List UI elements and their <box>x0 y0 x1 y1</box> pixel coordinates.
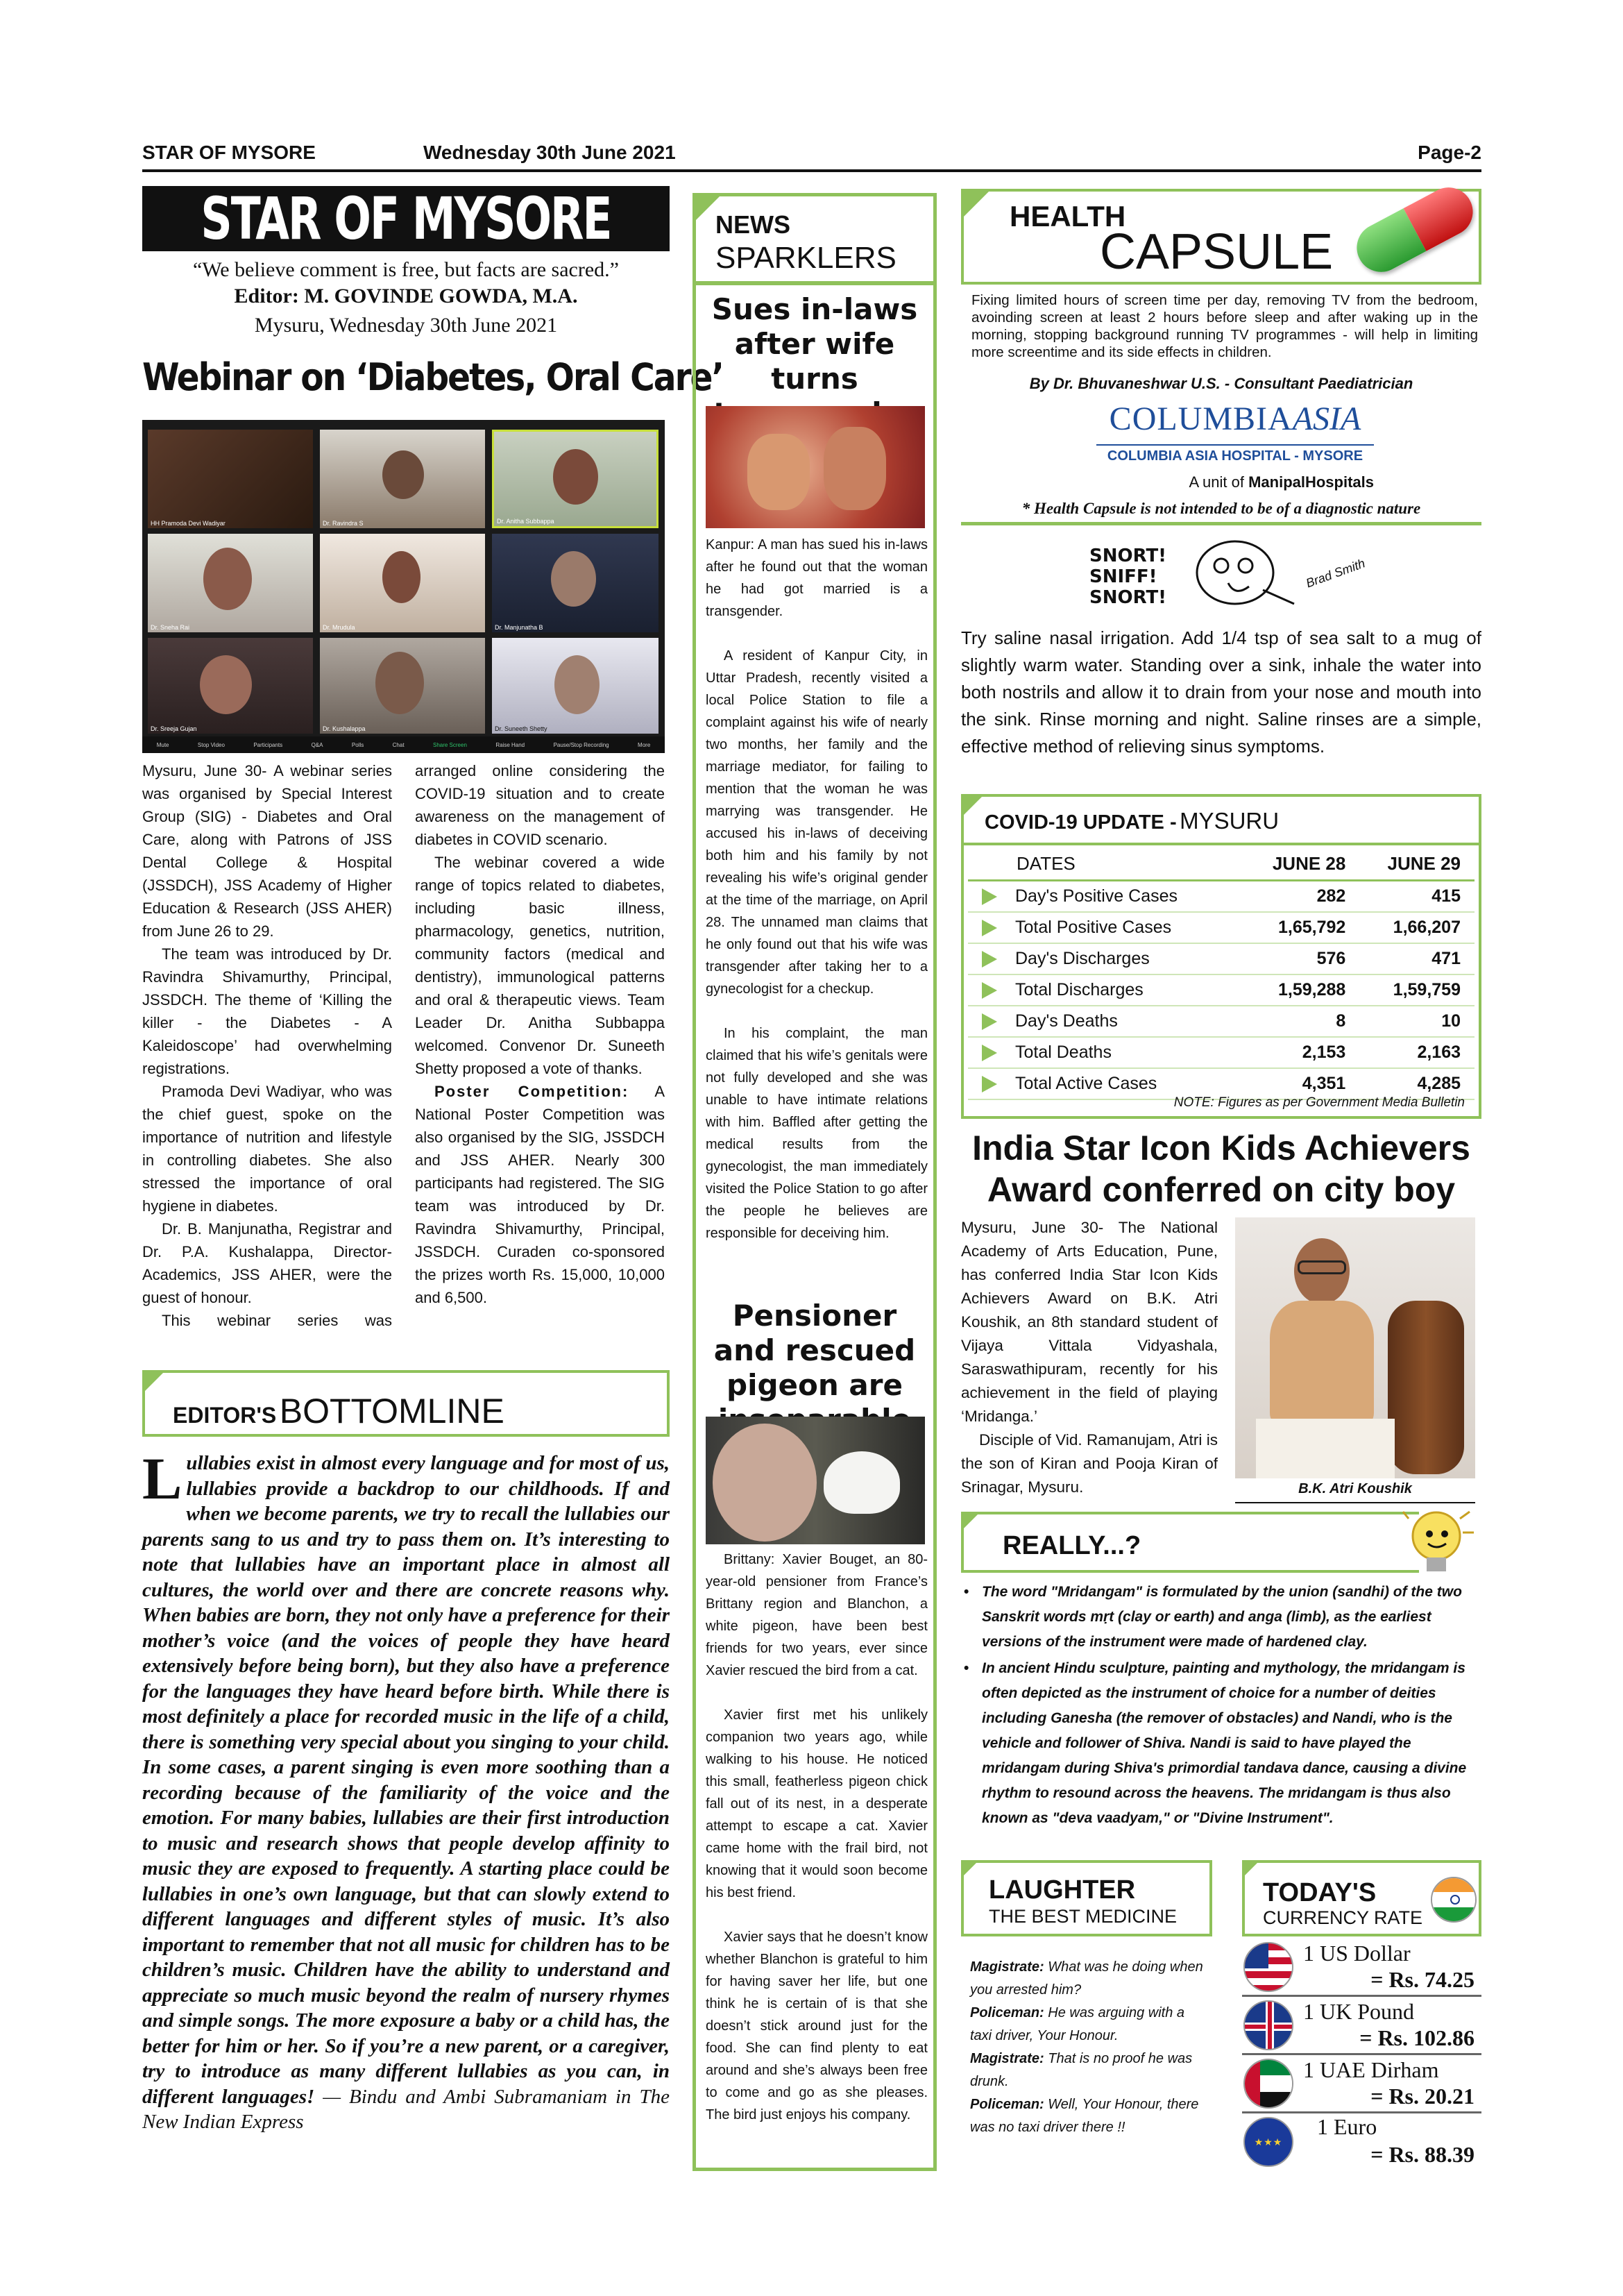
header-rule <box>142 169 1481 172</box>
editorial-credit: — Bindu and Ambi Subramaniam in The New Indian Express <box>142 2085 670 2133</box>
lightbulb-icon <box>1402 1505 1478 1581</box>
editorial-body <box>142 1445 670 2135</box>
editorial-label-light: BOTTOMLINE <box>279 1392 504 1430</box>
zoom-hand-button: Raise Hand <box>495 741 525 748</box>
health-disclaimer: * Health Capsule is not intended to be of a diagnostic nature <box>1021 500 1421 517</box>
currency-rate: = Rs. 88.39 <box>1370 2142 1475 2167</box>
logo-subtitle: COLUMBIA ASIA HOSPITAL - MYSORE <box>1096 444 1374 464</box>
webinar-column-1 <box>142 759 392 1332</box>
pigeon-photo <box>706 1417 925 1544</box>
hand-icon <box>747 434 810 510</box>
table-row: Total Deaths 2,153 2,163 <box>968 1037 1475 1068</box>
dropcap: L <box>142 1445 182 1512</box>
uk-flag-icon <box>1243 2000 1293 2050</box>
person-icon <box>203 548 252 610</box>
paragraph: Disciple of Vid. Ramanujam, Atri is the son of Kiran and Pooja Kiran of Srinagar, Mysuru. <box>961 1431 1218 1496</box>
zoom-tile-2 <box>320 430 485 528</box>
zoom-tile-label: HH Pramoda Devi Wadiyar <box>151 520 226 527</box>
joke-line: Magistrate: What was he doing when you arrested him? <box>970 1959 1203 1998</box>
divider <box>1235 1502 1475 1503</box>
laughter-label-light: THE BEST MEDICINE <box>989 1906 1178 1927</box>
zoom-tile-9 <box>492 638 658 734</box>
health-label-light: CAPSULE <box>1100 224 1334 280</box>
health-label-box <box>961 189 1481 285</box>
arrow-icon <box>982 982 997 999</box>
masthead-editor: Editor: M. GOVINDE GOWDA, M.A. <box>234 285 578 307</box>
zoom-qa-button: Q&A <box>311 741 323 748</box>
zoom-tile-3 <box>492 430 658 528</box>
paragraph: In his complaint, the man claimed that his wife’s genitals were not fully developed and she was unable to have intimate relations with him. Baffled after getting the medical results from the gynecologist, the man immediately visited the Police Station to go after the people he believes are responsible for deceiving him. <box>706 1026 928 1241</box>
kids-headline: India Star Icon Kids Achievers Award conferred on city boy <box>972 1129 1470 1209</box>
masthead-banner <box>142 186 670 251</box>
photo-caption: B.K. Atri Koushik <box>1298 1481 1412 1496</box>
divider <box>1242 2111 1481 2113</box>
corner-tab-icon <box>961 794 985 818</box>
hand-icon <box>824 427 886 510</box>
paragraph: Kanpur: A man has sued his in-laws after he found out that the woman he had got married is a transgender. <box>706 537 928 619</box>
masthead-dateline: Mysuru, Wednesday 30th June 2021 <box>254 314 558 337</box>
paragraph: Xavier says that he doesn’t know whether Blanchon is grateful to him for having saver her life, but one think he is certain of is that she doesn’t stick around just for the food. She can find plenty to eat around and she’s always been free to come and go as she pleases. The bird just enjoys his company. <box>706 1930 928 2122</box>
arrow-icon <box>982 1076 997 1092</box>
divider <box>1242 1995 1481 1997</box>
paragraph: The webinar covered a wide range of topics related to diabetes, including basic illness, pharmacology, genetics, nutrition, community factors (medical and dentistry), immunological patterns and oral & therapeutic views. Team Leader Dr. Anitha Subbappa welcomed. Convenor Dr. Suneeth Shetty proposed a vote of thanks. <box>415 854 665 1077</box>
editorial-text: ullabies exist in almost every language and for most of us, lullabies provide a backdrop to our childhoods. If and when we become parents, we try to recall the lullabies our parents sang to us and try to pass them on. It’s interesting to note that lullabies have an important place in almost all cultures, the world over and there are concrete reasons why. When babies are born, they not only have a preference for their mother’s voice (and the voices of people they have heard extensively before being born), but they also have a preference for the languages they have heard before birth. While there is most definitely a place for recorded music in the life of a child, there is something very special about you singing to your child. In some cases, a parent singing is even more soothing than a recording because of the familiarity of the voice and the emotion. For many babies, lullabies are their first introduction to music and research shows that people develop affinity to music they are exposed to frequently. A starting place could be lullabies in one’s own language, but that can slowly extend to different languages and different styles of music. It’s also important to remember that not all music for children has to be children’s music. Children have the ability to understand and appreciate so much music beyond the realm of nursery rhymes and simple songs. The more exposure a baby or a child has, the better for him or her. So if you’re a new parent, or a caregiver, try to introduce as many different lullabies as you can, in different languages! <box>142 1452 670 2108</box>
paragraph: Dr. B. Manjunatha, Registrar and Dr. P.A. Kushalappa, Director-Academics, JSS AHER, were the guest of honour. <box>142 1220 392 1306</box>
arrow-icon <box>982 1013 997 1030</box>
masthead-motto: “We believe comment is free, but facts are sacred.” <box>193 258 619 281</box>
india-flag-icon <box>1431 1877 1477 1923</box>
paragraph: Xavier first met his unlikely companion two years ago, while walking to his house. He noticed this small, featherless pigeon chick fall out of its nest, in a desperate attempt to escape a cat. Xavier came home with the frail bird, not knowing that it would soon become his best friend. <box>706 1707 928 1900</box>
story2-headline: Pensioner and rescued pigeon are <box>713 1299 916 1402</box>
currency-label-box <box>1242 1860 1481 1936</box>
webinar-headline: Webinar on ‘Diabetes, Oral Care’ <box>142 355 723 399</box>
table-row: Total Discharges 1,59,288 1,59,759 <box>968 974 1475 1006</box>
currency-list <box>1242 1941 1481 2170</box>
zoom-more-button: More <box>638 741 651 748</box>
zoom-tile-label: Dr. Anitha Subbappa <box>497 518 554 525</box>
capsule-pill-icon <box>1348 179 1481 280</box>
arrow-icon <box>982 888 997 905</box>
currency-label-bold: TODAY'S <box>1263 1878 1377 1907</box>
table-row: Total Active Cases 4,351 4,285 <box>968 1068 1475 1099</box>
col-header-dates: DATES <box>968 848 1245 881</box>
zoom-polls-button: Polls <box>351 741 364 748</box>
table-row: Total Positive Cases 1,65,792 1,66,207 <box>968 912 1475 943</box>
divider <box>696 281 933 285</box>
zoom-tile-label: Dr. Suneeth Shetty <box>495 725 547 732</box>
person-icon <box>200 655 252 714</box>
story1-headline: Sues in-laws after wife turns <box>711 292 918 396</box>
sparklers-label-bold: NEWS <box>715 210 790 239</box>
col-header-june28: JUNE 28 <box>1245 848 1360 881</box>
zoom-tile-7 <box>148 638 313 734</box>
body-icon <box>1270 1301 1374 1426</box>
person-icon <box>375 652 424 714</box>
zoom-tile-label: Dr. Manjunatha B <box>495 624 543 631</box>
table-row: Day's Positive Cases 282 415 <box>968 881 1475 913</box>
columbia-asia-logo <box>1096 400 1374 448</box>
health-label-bold: HEALTH <box>1010 200 1126 233</box>
wedding-hands-photo <box>706 406 925 528</box>
covid-label-bold: COVID-19 UPDATE - <box>985 811 1177 834</box>
sparklers-column <box>692 193 937 2171</box>
pigeon-icon <box>824 1451 900 1514</box>
snort-word-2: SNIFF! <box>1089 566 1157 587</box>
really-label-box <box>961 1512 1419 1573</box>
dhoti-icon <box>1256 1419 1395 1478</box>
zoom-video-button: Stop Video <box>197 741 225 748</box>
person-icon <box>382 551 420 603</box>
health-byline: By Dr. Bhuvaneshwar U.S. - Consultant Paediatrician <box>1029 375 1413 392</box>
cartoon-signature: Brad Smith <box>1304 556 1367 591</box>
joke-line: Policeman: He was arguing with a taxi driver, Your Honour. <box>970 2005 1185 2043</box>
col-header-june29: JUNE 29 <box>1359 848 1475 881</box>
joke-line: Policeman: Well, Your Honour, there was no taxi driver there !! <box>970 2097 1199 2135</box>
currency-name: 1 UK Pound <box>1303 1999 1415 2024</box>
paragraph: This webinar series was <box>162 1312 392 1329</box>
zoom-screenshot <box>142 420 665 753</box>
atri-koushik-photo <box>1235 1217 1475 1478</box>
paragraph: A resident of Kanpur City, in Uttar Pradesh, recently visited a local Police Station to file a complaint against his wife of nearly two months, her family and the marriage mediator, for failing to mention that the woman he was marrying was transgender. He accused his in-laws of deceiving both him and his family by not revealing his wife’s original gender at the time of the marriage, on April 28. The unnamed man claims that he only found out that his wife was transgender after taking her to a gynecologist for a checkup. <box>706 648 928 997</box>
currency-rate: = Rs. 20.21 <box>1370 2084 1475 2109</box>
logo-accent: ASIA <box>1292 400 1361 437</box>
currency-rate: = Rs. 102.86 <box>1359 2025 1475 2050</box>
zoom-tile-label: Dr. Ravindra S <box>323 520 364 527</box>
zoom-tile-4 <box>148 534 313 632</box>
paragraph: arranged online considering the COVID-19 situation and to create awareness on the management of diabetes in COVID scenario. <box>415 762 665 848</box>
manipal-unit <box>1096 473 1374 491</box>
covid-label-light: MYSURU <box>1180 808 1280 834</box>
logo-main: COLUMBIA <box>1109 400 1293 437</box>
sparklers-label-light: SPARKLERS <box>715 241 897 275</box>
glasses-icon <box>1298 1260 1346 1274</box>
corner-tab-icon <box>142 1370 166 1394</box>
bullet-icon: • <box>964 1660 969 1676</box>
zoom-tile-label: Dr. Mrudula <box>323 624 355 631</box>
arrow-icon <box>982 951 997 968</box>
divider <box>964 843 1479 845</box>
bullet-item: • In ancient Hindu sculpture, painting and mythology, the mridangam is often depicted as the instrument of choice for a number of deities including Ganesha (the remover of obstacles) and Nandi, who is the vehicle and follower of Shiva. Nandi is said to have played the mridangam during Shiva's primordial tandava dance, causing a divine rhythm to resound across the heavens. The mridangam is thus also known as "deva vaadyam," or "Divine Instrument". <box>961 1656 1481 1831</box>
paragraph: Pramoda Devi Wadiyar, who was the chief guest, spoke on the importance of nutrition and lifestyle in controlling diabetes. She also stressed the importance of oral hygiene in diabetes. <box>142 1083 392 1215</box>
divider <box>961 522 1481 525</box>
laughter-box <box>961 1860 1212 1936</box>
person-icon <box>553 449 598 505</box>
snort-text: Try saline nasal irrigation. Add 1/4 tsp of sea salt to a mug of slightly warm water. Standing over a sink, inhale the water into both nostrils and allow it to drain from your nose and mouth into the sink. Rinse morning and night. Saline rinses are a simple, effective method of relieving sinus symptoms. <box>961 627 1481 757</box>
page-header <box>142 142 1481 169</box>
zoom-tile-label: Dr. Sreeja Gujan <box>151 725 197 732</box>
person-icon <box>554 655 600 714</box>
really-bullets <box>961 1580 1481 1831</box>
snort-word-3: SNORT! <box>1089 587 1167 608</box>
snort-cartoon <box>1089 534 1381 618</box>
zoom-mute-button: Mute <box>156 741 169 748</box>
arrow-icon <box>982 1045 997 1061</box>
zoom-tile-6 <box>492 534 658 632</box>
poster-lead: Poster Competition: <box>434 1083 629 1100</box>
masthead-title: STAR OF MYSORE <box>201 184 611 253</box>
zoom-tile-label: Dr. Kushalappa <box>323 725 366 732</box>
bullet-icon: • <box>964 1584 969 1600</box>
corner-tab-icon <box>1242 1860 1260 1878</box>
covid-box <box>961 794 1481 1119</box>
uae-flag-icon <box>1243 2059 1293 2109</box>
unit-prefix: A unit of <box>1189 473 1249 491</box>
mridanga-icon <box>1388 1301 1464 1474</box>
corner-tab-icon <box>961 1860 979 1878</box>
us-flag-icon <box>1243 1942 1293 1992</box>
person-icon <box>382 450 424 499</box>
bullet-item: • The word "Mridangam" is formulated by the union (sandhi) of the two Sanskrit words mṛt (clay or earth) and anga (limb), as the earliest versions of the instrument were made of hardened clay. <box>961 1580 1481 1655</box>
laughter-label-bold: LAUGHTER <box>989 1875 1136 1905</box>
header-date: Wednesday 30th June 2021 <box>423 142 676 163</box>
currency-rate: = Rs. 74.25 <box>1370 1967 1475 1992</box>
zoom-tile-label: Dr. Sneha Rai <box>151 624 190 631</box>
zoom-tile-5 <box>320 534 485 632</box>
story1-body <box>706 534 928 1244</box>
zoom-tile-1 <box>148 430 313 528</box>
divider <box>1242 2053 1481 2055</box>
zoom-chat-button: Chat <box>392 741 405 748</box>
webinar-column-2 <box>415 759 665 1309</box>
table-row: Day's Discharges 576 471 <box>968 943 1475 974</box>
zoom-toolbar <box>142 736 665 753</box>
paragraph: Mysuru, June 30- A webinar series was organised by Special Interest Group (SIG) - Diabetes and Oral Care, along with Patrons of JSS Dental College & Hospital (JSSDCH), JSS Academy of Higher Education & Research (JSS AHER) from June 26 to 29. <box>142 762 392 940</box>
covid-note: NOTE: Figures as per Government Media Bulletin <box>1173 1095 1465 1110</box>
header-paper-name: STAR OF MYSORE <box>142 142 316 163</box>
kids-body <box>961 1216 1218 1499</box>
covid-table <box>968 848 1475 1100</box>
zoom-participants-button: Participants <box>253 741 283 748</box>
corner-tab-icon <box>961 189 992 219</box>
corner-tab-icon <box>961 1512 980 1531</box>
health-text: Fixing limited hours of screen time per day, removing TV from the bedroom, avoinding screen at least 2 hours before sleep and after waking up in the morning, stopping background running TV programmes - will help in limiting more screentime and its side effects in children. <box>971 292 1478 360</box>
currency-name: 1 US Dollar <box>1303 1941 1411 1966</box>
paragraph: Mysuru, June 30- The National Academy of Arts Education, Pune, has conferred India Star Icon Kids Achievers Award on B.K. Atri Koushik, an 8th standard student of Vijaya Vittala Vidyashala, Saraswathipuram, recently for his achievement in the field of playing ‘Mridanga.’ <box>961 1219 1218 1425</box>
story2-body <box>706 1548 928 2126</box>
editorial-label-box <box>142 1370 670 1437</box>
table-row: Day's Deaths 8 10 <box>968 1006 1475 1037</box>
paragraph <box>415 1080 665 1309</box>
snort-word-1: SNORT! <box>1089 546 1167 566</box>
paragraph: Brittany: Xavier Bouget, an 80-year-old pensioner from France’s Brittany region and Blanchon, a white pigeon, have been best friends for two years, ever since Xavier rescued the bird from a cat. <box>706 1552 928 1678</box>
person-icon <box>551 551 596 607</box>
header-page-number: Page-2 <box>1418 142 1481 163</box>
sneezing-face-icon <box>1180 534 1298 618</box>
laughter-joke <box>970 1956 1206 2139</box>
joke-line: Magistrate: That is no proof he was drunk. <box>970 2051 1193 2089</box>
paragraph: The team was introduced by Dr. Ravindra Shivamurthy, Principal, JSSDCH. The theme of ‘Killing the killer - the Diabetes - A Kaleidoscope’ had overwhelming registrations. <box>142 945 392 1077</box>
zoom-record-button: Pause/Stop Recording <box>553 741 609 748</box>
zoom-tile-8 <box>320 638 485 734</box>
editorial-label-bold: EDITOR'S <box>173 1403 277 1428</box>
really-label: REALLY...? <box>1003 1531 1141 1560</box>
poster-text: A National Poster Competition was also organised by the SIG, JSSDCH and JSS AHER. Nearly 300 participants had registered. The SIG team was introduced by Dr. Ravindra Shivamurthy, Principal, JSSDCH. Curaden co-sponsored the prizes worth Rs. 15,000, 10,000 and 6,500. <box>415 1083 665 1306</box>
currency-name: 1 UAE Dirham <box>1303 2057 1439 2082</box>
unit-brand: ManipalHospitals <box>1248 473 1374 491</box>
currency-label-light: CURRENCY RATE <box>1263 1907 1423 1928</box>
arrow-icon <box>982 920 997 936</box>
eu-flag-icon: ★★★ <box>1243 2117 1293 2167</box>
zoom-share-button: Share Screen <box>432 741 467 748</box>
covid-header-row <box>968 848 1475 881</box>
face-icon <box>713 1424 817 1542</box>
currency-name: 1 Euro <box>1317 2114 1377 2139</box>
